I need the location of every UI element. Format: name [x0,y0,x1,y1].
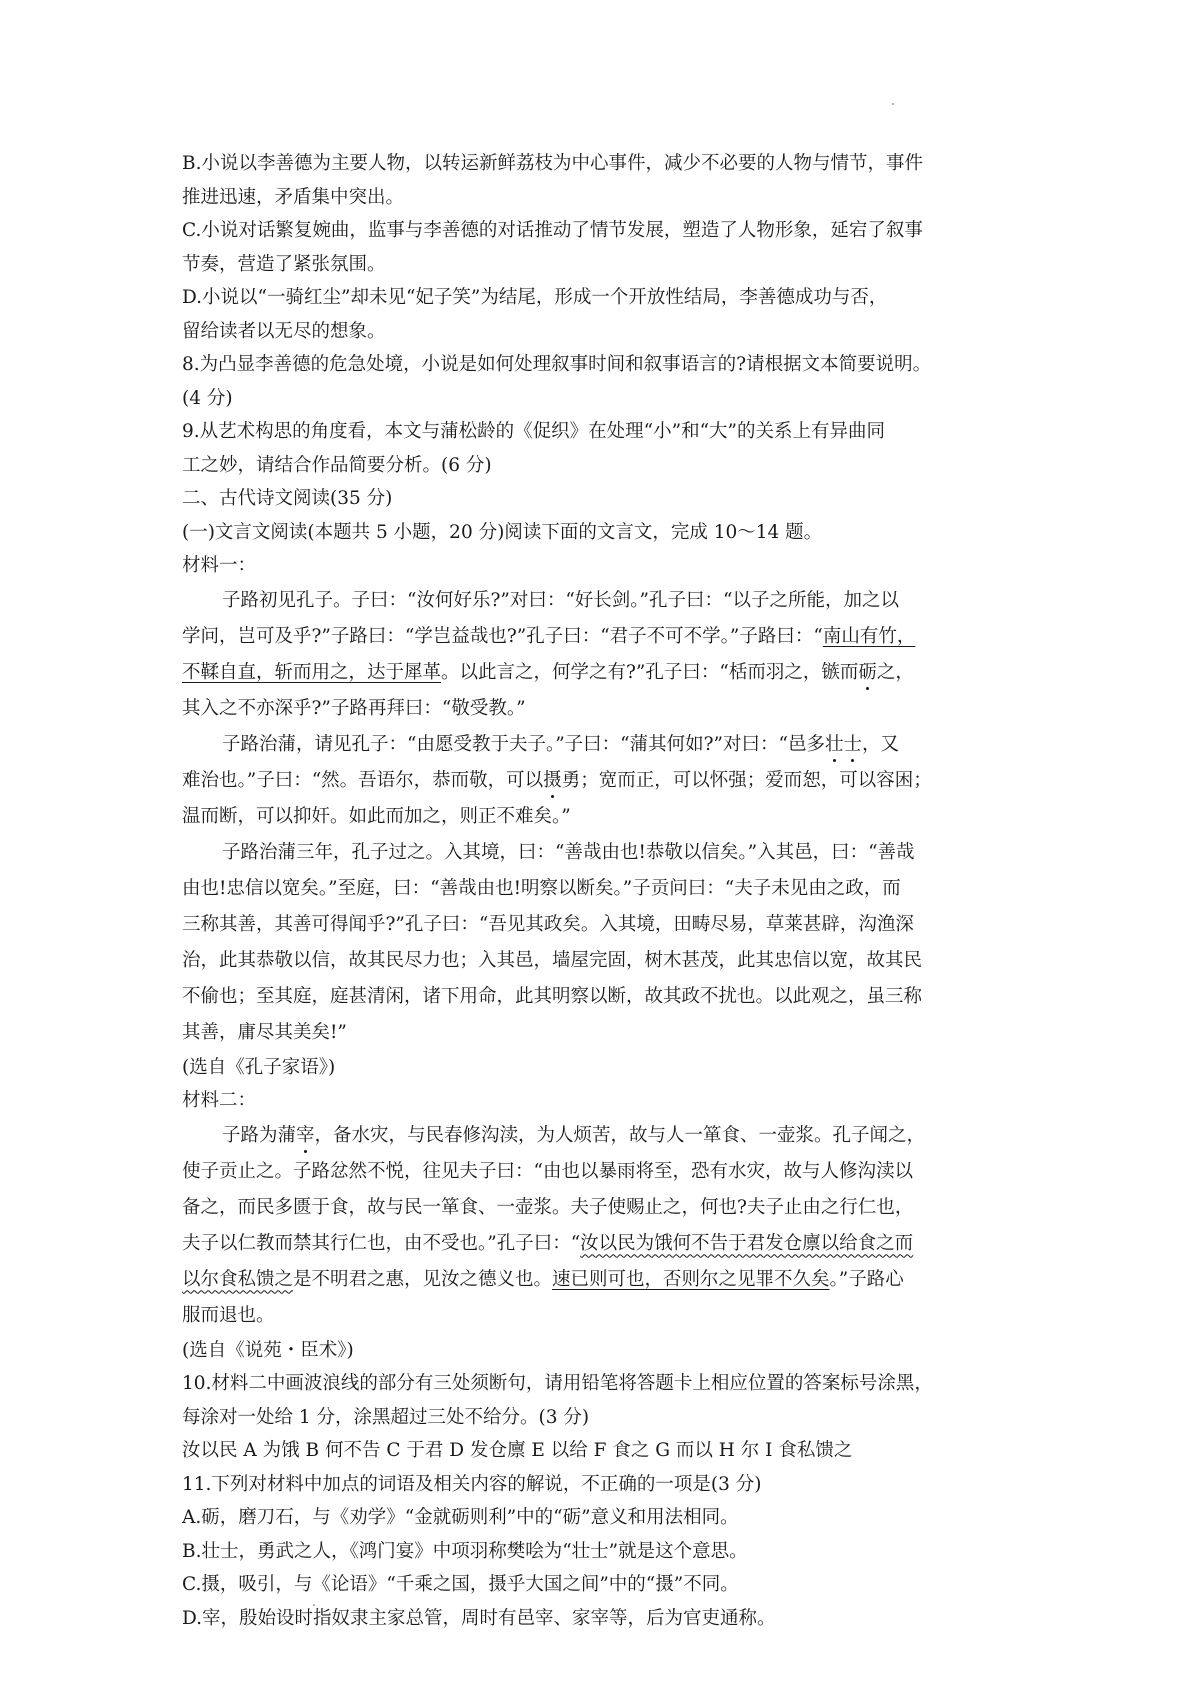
option-b-line-2: 推进迅速，矛盾集中突出。 [182,186,405,208]
passage-line [182,1262,1032,1298]
option-c-line-1: C.小说对话繁复婉曲，监事与李善德的对话推动了情节发展，塑造了人物形象，延宕了叙事 [182,220,923,241]
question-8-line-2: (4 分) [182,387,233,409]
material-two-label: 材料二： [182,1090,257,1111]
question-9-line-1: 9.从艺术构思的角度看，本文与蒲松龄的《促织》在处理“小”和“大”的关系上有异曲同 [182,421,885,442]
passage-line: 服而退也。 [182,1304,275,1326]
passage-text: 学问，岂可及乎?”子路曰：“学岂益哉也?”孔子曰：“君子不可不学。”子路曰：“ [182,625,823,647]
passage-text: ，又 [862,733,900,755]
wavy-underlined-text: 汝以民为饿何不告于君发仓廪以给食之而 [580,1232,914,1254]
section-heading: 二、古代诗文阅读(35 分) [182,488,393,509]
option-d-line-1: D.小说以“一骑红尘”却未见“妃子笑”为结尾，形成一个开放性结局，李善德成功与否， [182,287,888,308]
wavy-underlined-text: 以尔食私馈之 [182,1268,294,1290]
underlined-sentence: 速已则可也，否则尔之见罪不久矣 [552,1268,830,1290]
passage-text: 子路为蒲 [222,1124,297,1146]
passage-text: ，备水灾，与民春修沟渎，为人烦苦，故与人一箪食、一壶浆。孔子闻之， [314,1124,926,1146]
passage-line: 由也!忠信以宽矣。”至庭，曰：“善哉由也!明察以断矣。”子贡问曰：“夫子未见由之政，而 [182,877,901,899]
dotted-word: 摄 [543,769,562,791]
question-11-stem: 11.下列对材料中加点的词语及相关内容的解说，不正确的一项是(3 分) [182,1473,762,1495]
subsection-heading: (一)文言文阅读(本题共 5 小题，20 分)阅读下面的文言文，完成 10～14 题。 [182,521,823,543]
question-10-line-2: 每涂对一处给 1 分，涂黑超过三处不给分。(3 分) [182,1406,590,1428]
dotted-word: 宰 [296,1124,315,1146]
passage-text: 。”子路心 [829,1268,904,1290]
passage-text: 子路治蒲，请见孔子：“由愿受教于夫子。”子曰：“蒲其何如?”对曰：“邑多 [222,733,825,755]
question-10-line-1: 10.材料二中画波浪线的部分有三处须断句，请用铅笔将答题卡上相应位置的答案标号涂黑， [182,1373,933,1394]
passage-line: 子路治蒲三年，孔子过之。入其境，曰：“善哉由也!恭敬以信矣。”入其邑，曰：“善哉 [222,841,915,863]
passage-line: 不偷也；至其庭，庭甚清闲，诸下用命，此其明察以断，故其政不扰也。以此观之，虽三称 [182,985,923,1007]
passage-line: 其善，庸尽其美矣!” [182,1021,347,1043]
question-9-line-2: 工之妙，请结合作品简要分析。(6 分) [182,454,492,476]
scan-speck [892,103,894,105]
passage-line [182,727,1032,763]
material-one-label: 材料一： [182,555,257,576]
question-11-option-b: B.壮士，勇武之人，《鸿门宴》中项羽称樊哙为“壮士”就是这个意思。 [182,1540,748,1562]
passage-line: 其入之不亦深乎?”子路再拜曰：“敬受教。” [182,697,526,719]
passage-line: 使子贡止之。子路忿然不悦，往见夫子曰：“由也以暴雨将至，恐有水灾，故与人修沟渎以 [182,1160,913,1182]
source-citation: (选自《孔子家语》) [182,1056,336,1078]
passage-line [182,763,1032,799]
passage-line [182,619,1032,655]
underlined-sentence: 南山有竹， [822,625,916,647]
option-d-line-2: 留给读者以无尽的想象。 [182,320,386,342]
option-c-line-2: 节奏，营造了紧张氛围。 [182,253,386,275]
question-8-line-1: 8.为凸显李善德的危急处境，小说是如何处理叙事时间和叙事语言的?请根据文本简要说明。 [182,354,932,375]
passage-text: 是不明君之惠，见汝之德义也。 [293,1268,553,1290]
source-citation: (选自《说苑・臣术》) [182,1339,354,1361]
option-b-line-1: B.小说以李善德为主要人物，以转运新鲜荔枝为中心事件，减少不必要的人物与情节，事件 [182,153,923,174]
passage-text: 勇；宽而正，可以怀强；爱而恕，可以容困； [561,769,932,791]
dotted-word: 壮 [824,733,844,755]
question-10-sentence: 汝以民 A 为饿 B 何不告 C 于君 D 发仓廪 E 以给 F 食之 G 而以 H 尔 I 食私馈之 [182,1440,853,1461]
passage-line: 备之，而民多匮于食，故与民一箪食、一壶浆。夫子使赐止之，何也?夫子止由之行仁也， [182,1196,914,1218]
passage-line: 治，此其恭敬以信，故其民尽力也；入其邑，墙屋完固，树木甚茂，此其忠信以宽，故其民 [182,949,923,971]
passage-text: 夫子以仁教而禁其行仁也，由不受也。”孔子曰：“ [182,1232,581,1254]
passage-line [182,1118,1032,1154]
passage-line: 子路初见孔子。子曰：“汝何好乐?”对曰：“好长剑。”孔子曰：“以子之所能，加之以 [222,589,899,611]
passage-line [182,655,1032,691]
question-11-option-d: D.宰，殷始设时指奴隶主家总管，周时有邑宰、家宰等，后为官吏通称。 [182,1607,776,1629]
question-11-option-c: C.摄，吸引，与《论语》“千乘之国，摄乎大国之间”中的“摄”不同。 [182,1574,739,1595]
passage-text: 难治也。”子曰：“然。吾语尔，恭而敬，可以 [182,769,544,791]
passage-text: 。以此言之，何学之有?”孔子曰：“栝而羽之，镞而 [441,661,859,683]
dotted-word: 砺 [858,661,877,683]
passage-line: 温而断，可以抑奸。如此而加之，则正不难矣。” [182,805,571,827]
passage-text: 之， [876,661,914,683]
passage-line [182,1226,1032,1262]
underlined-sentence: 不鞣自直，斩而用之，达于犀革 [182,661,442,683]
passage-line: 三称其善，其善可得闻乎?”孔子曰：“吾见其政矣。入其境，田畴尽易，草莱甚辟，沟渔深 [182,913,914,935]
question-11-option-a: A.砺，磨刀石，与《劝学》“金就砺则利”中的“砺”意义和用法相同。 [182,1507,739,1528]
page-content [182,147,1032,1635]
dotted-word: 士 [843,733,862,755]
